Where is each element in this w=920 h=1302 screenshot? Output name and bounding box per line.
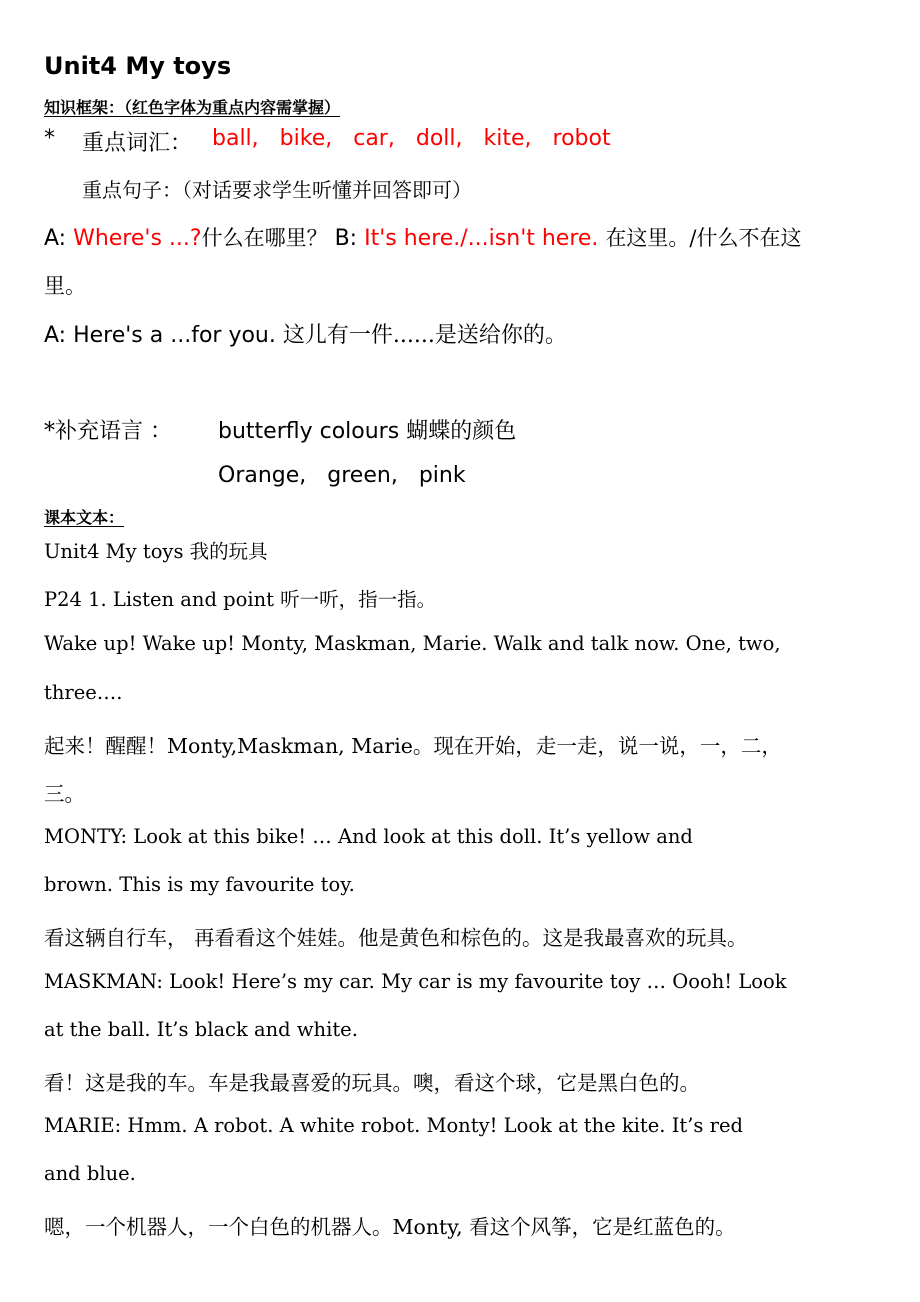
where-question: Where's ...? xyxy=(73,226,202,251)
supplement-text xyxy=(218,414,516,445)
colour-word: pink xyxy=(418,463,466,488)
textbook-line: brown. This is my favourite toy. xyxy=(44,873,355,896)
supplement-text-cn: 蝴蝶的颜色 xyxy=(406,419,517,444)
key-vocabulary-label: 重点词汇： xyxy=(82,131,193,156)
textbook-line: 嗯，一个机器人，一个白色的机器人。Monty, 看这个风筝，它是红蓝色的。 xyxy=(44,1215,736,1239)
vocab-word: kite, xyxy=(483,126,532,151)
key-vocabulary-list xyxy=(212,126,625,151)
textbook-line: at the ball. It’s black and white. xyxy=(44,1018,358,1041)
textbook-line: 三。 xyxy=(44,782,85,806)
where-answer-cn: 在这里。/什么不在这 xyxy=(605,226,802,250)
textbook-line: Wake up! Wake up! Monty, Maskman, Marie. Walk and talk now. One, two, xyxy=(44,632,781,655)
textbook-line: MARIE: Hmm. A robot. A white robot. Monty! Look at the kite. It’s red xyxy=(44,1114,743,1137)
colour-word: Orange, xyxy=(218,463,307,488)
speaker-a: A: xyxy=(44,226,67,251)
textbook-line: 看！这是我的车。车是我最喜爱的玩具。噢，看这个球，它是黑白色的。 xyxy=(44,1071,700,1095)
textbook-line: P24 1. Listen and point 听一听，指一指。 xyxy=(44,588,437,611)
where-answer: It's here./...isn't here. xyxy=(364,226,599,251)
colour-list xyxy=(218,463,480,488)
speaker-b: B: xyxy=(334,226,358,251)
textbook-line: 看这辆自行车， 再看看这个娃娃。他是黄色和棕色的。这是我最喜欢的玩具。 xyxy=(44,926,748,950)
here-sentence: Here's a ...for you. xyxy=(73,323,276,348)
vocab-word: ball, xyxy=(212,126,259,151)
textbook-line: Unit4 My toys 我的玩具 xyxy=(44,540,268,563)
framework-heading: 知识框架：（红色字体为重点内容需掌握） xyxy=(44,98,341,117)
vocab-word: doll, xyxy=(415,126,463,151)
supplement-label: *补充语言 ： xyxy=(44,419,172,444)
dialogue-line-here xyxy=(44,318,567,349)
key-sentences-label: 重点句子：（对话要求学生听懂并回答即可） xyxy=(82,178,472,202)
vocab-word: car, xyxy=(353,126,395,151)
textbook-line: MASKMAN: Look! Here’s my car. My car is my favourite toy … Oooh! Look xyxy=(44,970,787,993)
speaker-a: A: xyxy=(44,323,67,348)
vocab-word: robot xyxy=(552,126,611,151)
vocab-word: bike, xyxy=(279,126,333,151)
here-sentence-cn: 这儿有一件......是送给你的。 xyxy=(282,323,567,348)
where-question-cn: 什么在哪里？ xyxy=(201,226,328,250)
supplement-text-en: butterfly colours xyxy=(218,419,400,444)
dialogue-line-where xyxy=(44,222,802,252)
dialogue-line-continuation: 里。 xyxy=(44,274,86,298)
page-title: Unit4 My toys xyxy=(44,52,232,80)
textbook-line: three…. xyxy=(44,681,123,704)
textbook-line: and blue. xyxy=(44,1162,136,1185)
textbook-line: MONTY: Look at this bike! … And look at this doll. It’s yellow and xyxy=(44,825,693,848)
bullet-star: * xyxy=(44,126,55,151)
colour-word: green, xyxy=(327,463,398,488)
textbook-heading: 课本文本： xyxy=(44,508,125,527)
textbook-line: 起来！醒醒！Monty,Maskman, Marie。现在开始，走一走，说一说，一，二， xyxy=(44,734,782,758)
